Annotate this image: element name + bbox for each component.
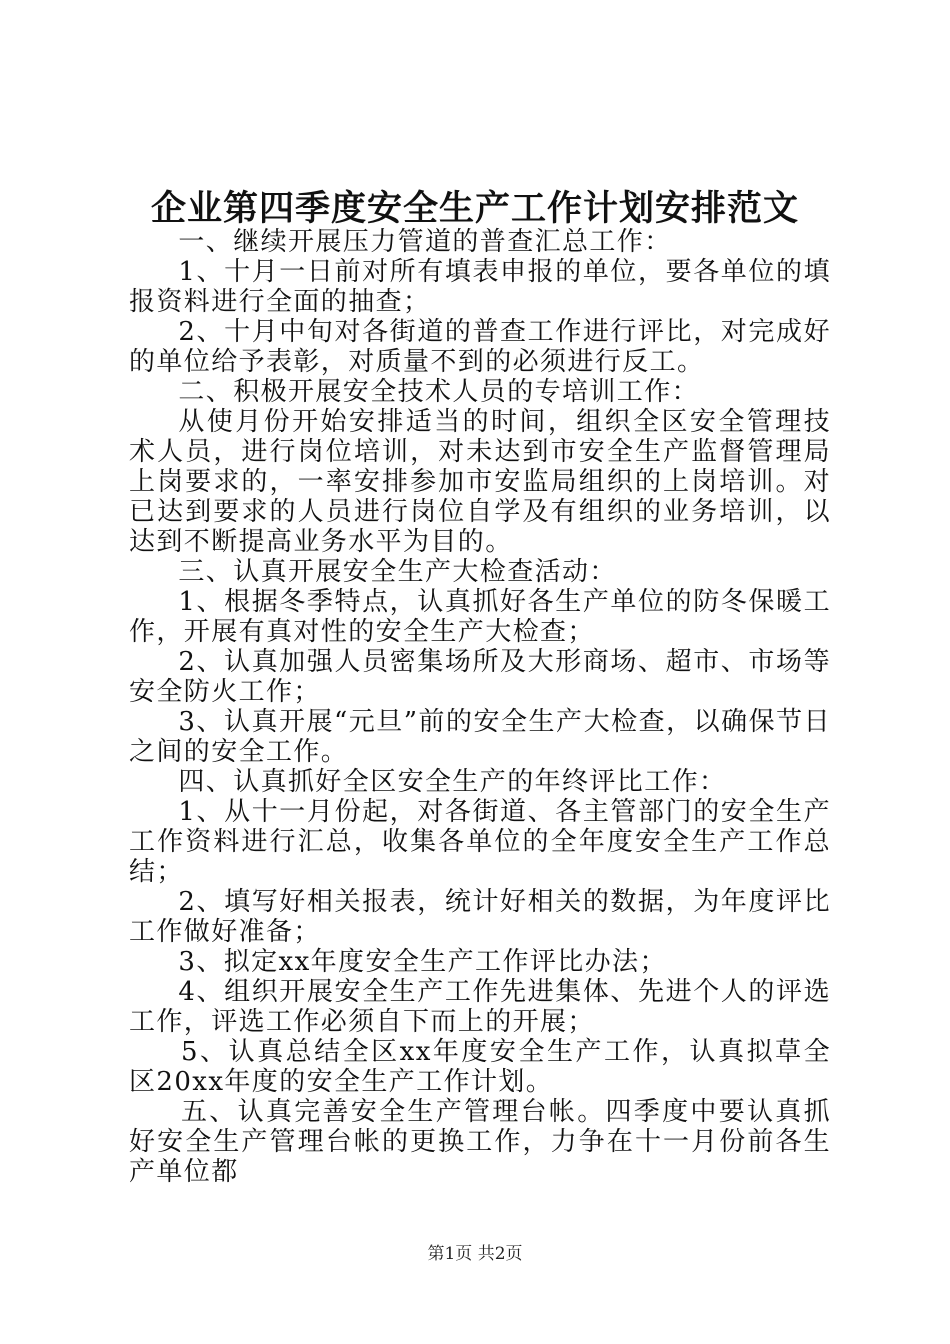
paragraph-2-1: 从使月份开始安排适当的时间，组织全区安全管理技术人员，进行岗位培训，对未达到市安全生产监督管理局上岗要求的，一率安排参加市安监局组织的上岗培训。对已达到要求的人员进行岗位自学及有组织的业务培训，以达到不断提高业务水平为目的。 (129, 407, 831, 557)
heading-section-1: 一、继续开展压力管道的普查汇总工作： (178, 227, 672, 257)
document-title: 企业第四季度安全生产工作计划安排范文 (150, 188, 799, 229)
paragraph-4-3: 3、拟定xx年度安全生产工作评比办法； (178, 947, 667, 977)
paragraph-3-2: 2、认真加强人员密集场所及大形商场、超市、市场等安全防火工作； (129, 647, 831, 707)
heading-section-3: 三、认真开展安全生产大检查活动： (178, 557, 617, 587)
document-body (129, 207, 831, 1187)
paragraph-1-2: 2、十月中旬对各街道的普查工作进行评比，对完成好的单位给予表彰，对质量不到的必须进行反工。 (129, 317, 831, 377)
paragraph-4-4: 4、组织开展安全生产工作先进集体、先进个人的评选工作，评选工作必须自下而上的开展； (129, 977, 831, 1037)
heading-section-2: 二、积极开展安全技术人员的专培训工作： (178, 377, 699, 407)
paragraph-4-5: 5、认真总结全区xx年度安全生产工作，认真拟草全区20xx年度的安全生产工作计划。 (129, 1037, 831, 1097)
page-number-footer: 第1页 共2页 (427, 1244, 523, 1264)
paragraph-4-1: 1、从十一月份起，对各街道、各主管部门的安全生产工作资料进行汇总，收集各单位的全年度安全生产工作总结； (129, 797, 831, 887)
paragraph-1-1: 1、十月一日前对所有填表申报的单位，要各单位的填报资料进行全面的抽查； (129, 257, 831, 317)
heading-section-5: 五、认真完善安全生产管理台帐。四季度中要认真抓好安全生产管理台帐的更换工作，力争在十一月份前各生产单位都 (129, 1097, 831, 1187)
paragraph-3-1: 1、根据冬季特点，认真抓好各生产单位的防冬保暖工作，开展有真对性的安全生产大检查； (129, 587, 831, 647)
paragraph-4-2: 2、填写好相关报表，统计好相关的数据，为年度评比工作做好准备； (129, 887, 831, 947)
paragraph-3-3: 3、认真开展“元旦”前的安全生产大检查，以确保节日之间的安全工作。 (129, 707, 831, 767)
heading-section-4: 四、认真抓好全区安全生产的年终评比工作： (178, 767, 727, 797)
